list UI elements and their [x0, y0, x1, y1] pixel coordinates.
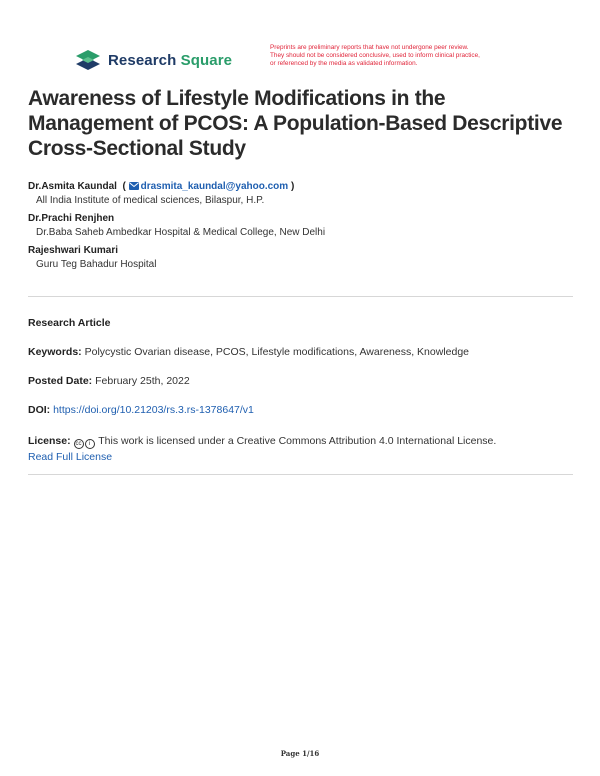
author-name: Dr.Prachi Renjhen	[28, 213, 115, 224]
posted-date-row	[28, 375, 573, 387]
doi-label: DOI:	[28, 404, 51, 416]
license-label: License:	[28, 435, 71, 447]
author-affiliation: All India Institute of medical sciences, Bilaspur, H.P.	[36, 195, 265, 206]
author-item	[28, 180, 573, 208]
divider	[28, 474, 573, 475]
research-square-logo-icon	[74, 48, 102, 72]
brand-secondary: Square	[180, 51, 233, 69]
page-number: Page 1/16	[280, 749, 320, 758]
envelope-icon	[129, 182, 139, 190]
page-header	[74, 44, 534, 78]
creative-commons-icon: cc	[75, 441, 82, 447]
author-email-link[interactable]	[129, 181, 291, 192]
attribution-icon: i	[85, 439, 95, 449]
author-email: drasmita_kaundal@yahoo.com	[140, 181, 289, 192]
disclaimer-line: They should not be considered conclusive, used to inform clinical practice,	[270, 52, 480, 59]
disclaimer-line: or referenced by the media as validated information.	[270, 60, 418, 67]
posted-date-value: February 25th, 2022	[95, 375, 190, 387]
author-name: Dr.Asmita Kaundal	[28, 181, 117, 192]
license-row	[28, 433, 573, 465]
keywords-label: Keywords:	[28, 346, 82, 358]
brand-name	[108, 52, 232, 69]
article-type-value: Research Article	[28, 317, 111, 329]
author-name: Rajeshwari Kumari	[28, 245, 119, 256]
author-affiliation: Dr.Baba Saheb Ambedkar Hospital & Medical College, New Delhi	[36, 227, 326, 238]
posted-date-label: Posted Date:	[28, 375, 93, 387]
author-name-line: Dr.Asmita Kaundal ( drasmita_kaundal@yahoo.com )	[28, 181, 295, 192]
author-item	[28, 212, 573, 240]
divider	[28, 296, 573, 297]
preprint-disclaimer	[270, 44, 540, 68]
article-title: Awareness of Lifestyle Modifications in the Management of PCOS: A Population-Based Descriptive Cross-Sectional Study	[28, 87, 563, 160]
author-item	[28, 244, 573, 272]
license-text: This work is licensed under a Creative Commons Attribution 4.0 International License.	[98, 435, 497, 447]
disclaimer-line: Preprints are preliminary reports that have not undergone peer review.	[270, 44, 469, 51]
research-square-logo[interactable]	[74, 48, 232, 72]
keywords-value: Polycystic Ovarian disease, PCOS, Lifestyle modifications, Awareness, Knowledge	[84, 346, 470, 358]
read-full-license-link[interactable]: Read Full License	[28, 451, 113, 463]
doi-row	[28, 404, 573, 416]
doi-link[interactable]: https://doi.org/10.21203/rs.3.rs-1378647/v1	[53, 404, 254, 416]
article-type	[28, 317, 573, 329]
keywords-row	[28, 346, 573, 358]
brand-primary: Research	[108, 51, 177, 69]
author-affiliation: Guru Teg Bahadur Hospital	[36, 259, 157, 270]
author-list	[28, 180, 573, 276]
